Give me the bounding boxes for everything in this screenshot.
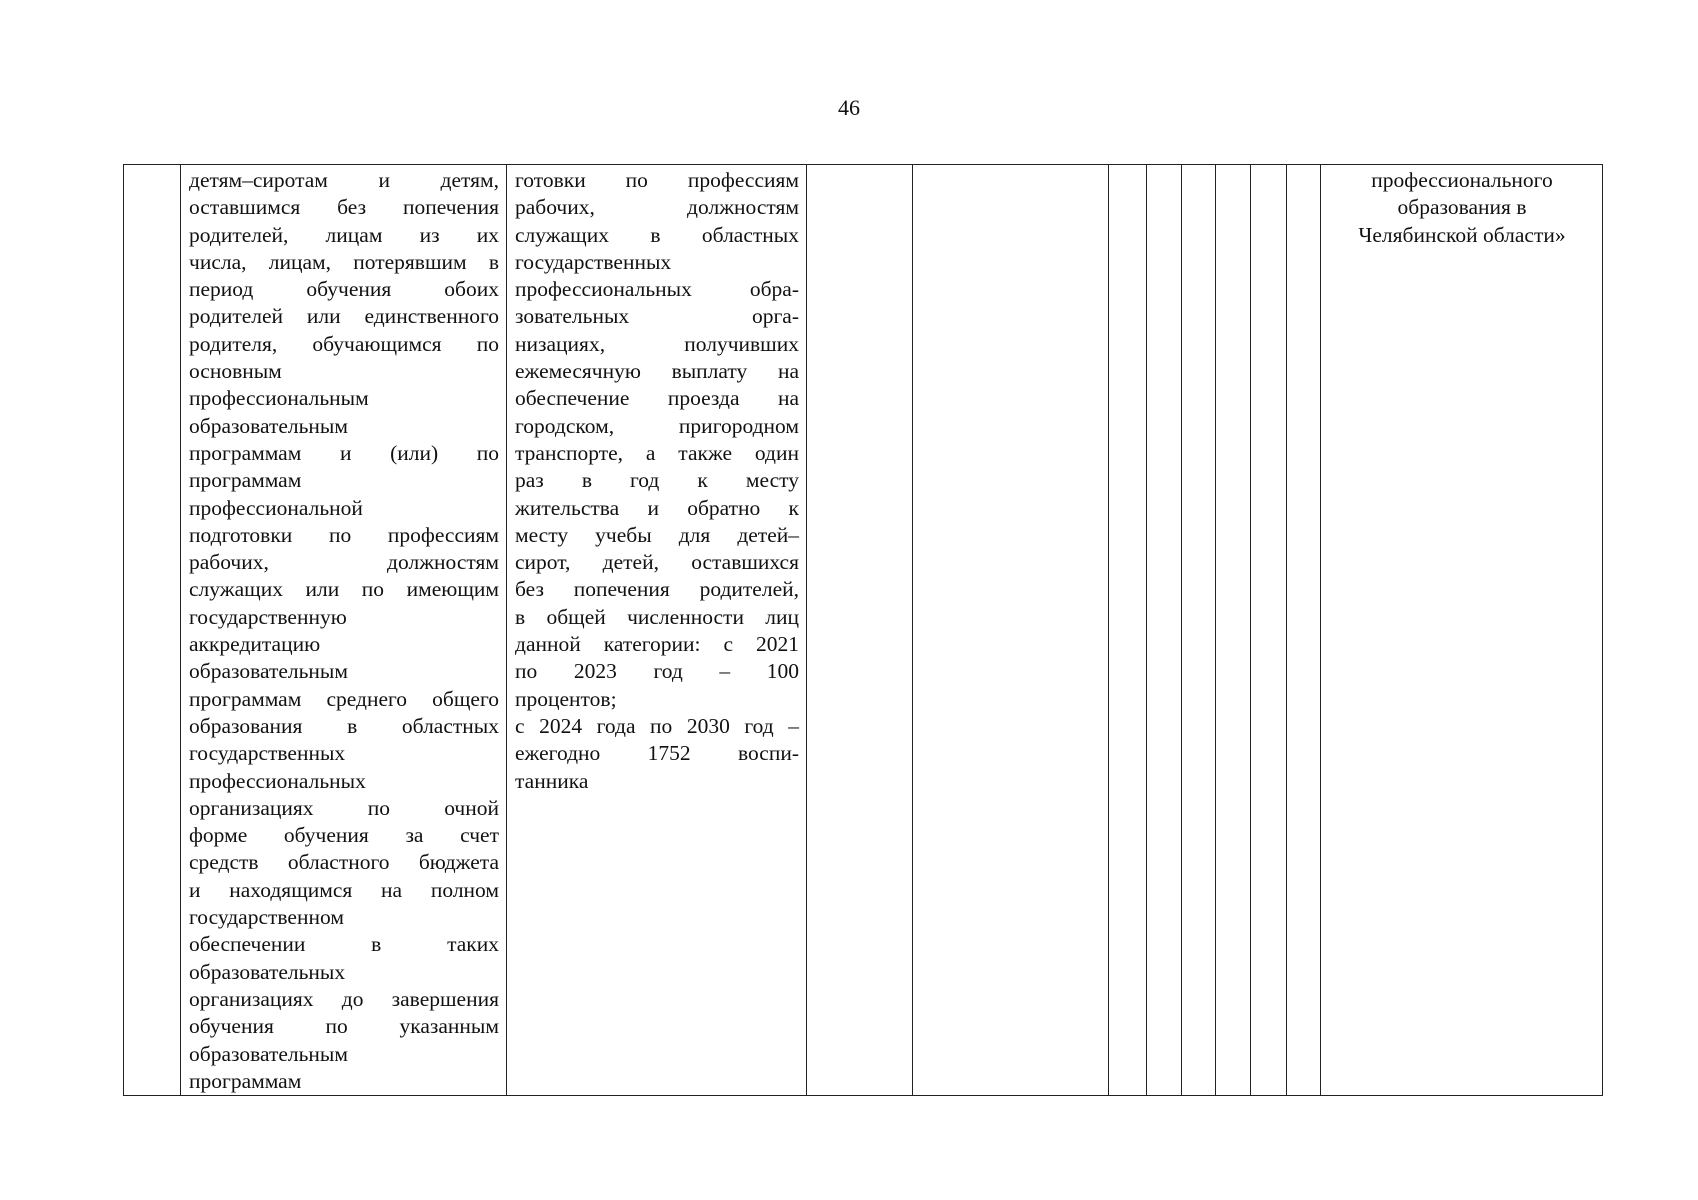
cell-empty-11 (1287, 165, 1321, 1096)
indicator-description-text (189, 167, 499, 1095)
text-line: государственных (515, 249, 672, 274)
text-line: раз в год к месту (515, 468, 799, 493)
text-line: программам среднего общего (189, 686, 499, 711)
text-line: государственную (189, 604, 347, 629)
text-line: образования в (1397, 195, 1527, 220)
cell-target-description (507, 165, 807, 1096)
text-line: и находящимся на полном (189, 877, 499, 902)
cell-empty-7 (1147, 165, 1182, 1096)
program-name-text (1329, 167, 1595, 249)
cell-empty-4 (807, 165, 913, 1096)
text-line: без попечения родителей, (515, 577, 799, 602)
text-line: государственных (189, 741, 346, 766)
page-number: 46 (838, 95, 860, 120)
text-line: родителей, лицам из их (189, 222, 499, 247)
text-line: обеспечение проезда на (515, 386, 799, 411)
cell-indicator-description (181, 165, 507, 1096)
cell-empty-5 (913, 165, 1109, 1096)
text-line: жительства и обратно к (515, 495, 799, 520)
text-line: родителя, обучающимся по (189, 331, 499, 356)
text-line: данной категории: с 2021 (515, 632, 799, 657)
cell-empty-8 (1182, 165, 1216, 1096)
text-line: обучения по указанным (189, 1014, 499, 1039)
text-line: городском, пригородном (515, 413, 799, 438)
text-line: транспорте, а также один (515, 440, 799, 465)
text-line: программам (189, 1068, 302, 1093)
text-line: готовки по профессиям (515, 168, 799, 192)
text-line: танника (515, 768, 589, 793)
cell-program-name (1321, 165, 1603, 1096)
text-line: детям–сиротам и детям, (189, 168, 499, 192)
target-description-text (515, 167, 799, 795)
text-line: обеспечении в таких (189, 932, 499, 957)
table-row (124, 165, 1603, 1096)
text-line: с 2024 года по 2030 год – (515, 713, 799, 738)
text-line: программам (189, 468, 302, 493)
text-line: организациях по очной (189, 795, 499, 820)
text-line: служащих или по имеющим (189, 577, 499, 602)
cell-empty-6 (1109, 165, 1147, 1096)
text-line: в общей численности лиц (515, 604, 799, 629)
text-line: Челябинской области» (1358, 222, 1566, 247)
text-line: образовательным (189, 659, 348, 684)
text-line: по 2023 год – 100 (515, 659, 799, 684)
cell-empty-10 (1251, 165, 1287, 1096)
text-line: ежемесячную выплату на (515, 359, 799, 384)
text-line: образования в областных (189, 713, 499, 738)
text-line: образовательных (189, 959, 346, 984)
text-line: профессиональных обра- (515, 277, 799, 302)
text-line: профессиональным (189, 386, 369, 411)
cell-empty-9 (1216, 165, 1251, 1096)
text-line: числа, лицам, потерявшим в (189, 249, 499, 274)
text-line: месту учебы для детей– (515, 522, 799, 547)
text-line: образовательным (189, 413, 348, 438)
text-line: организациях до завершения (189, 986, 499, 1011)
text-line: период обучения обоих (189, 277, 499, 302)
text-line: программам и (или) по (189, 440, 499, 465)
text-line: сирот, детей, оставшихся (515, 550, 799, 575)
cell-number (124, 165, 181, 1096)
text-line: профессионального (1371, 168, 1553, 192)
text-line: профессиональных (189, 768, 366, 793)
program-table (123, 164, 1603, 1096)
text-line: государственном (189, 905, 344, 930)
text-line: подготовки по профессиям (189, 522, 499, 547)
text-line: ежегодно 1752 воспи- (515, 741, 799, 766)
text-line: рабочих, должностям (515, 195, 799, 220)
text-line: оставшимся без попечения (189, 195, 499, 220)
text-line: образовательным (189, 1041, 348, 1066)
text-line: средств областного бюджета (189, 850, 499, 875)
text-line: родителей или единственного (189, 304, 499, 329)
text-line: зовательных орга- (515, 304, 799, 329)
text-line: профессиональной (189, 495, 363, 520)
text-line: служащих в областных (515, 222, 799, 247)
text-line: процентов; (515, 686, 617, 711)
text-line: аккредитацию (189, 632, 321, 657)
text-line: низациях, получивших (515, 331, 799, 356)
text-line: рабочих, должностям (189, 550, 499, 575)
text-line: основным (189, 359, 282, 384)
text-line: форме обучения за счет (189, 823, 499, 848)
